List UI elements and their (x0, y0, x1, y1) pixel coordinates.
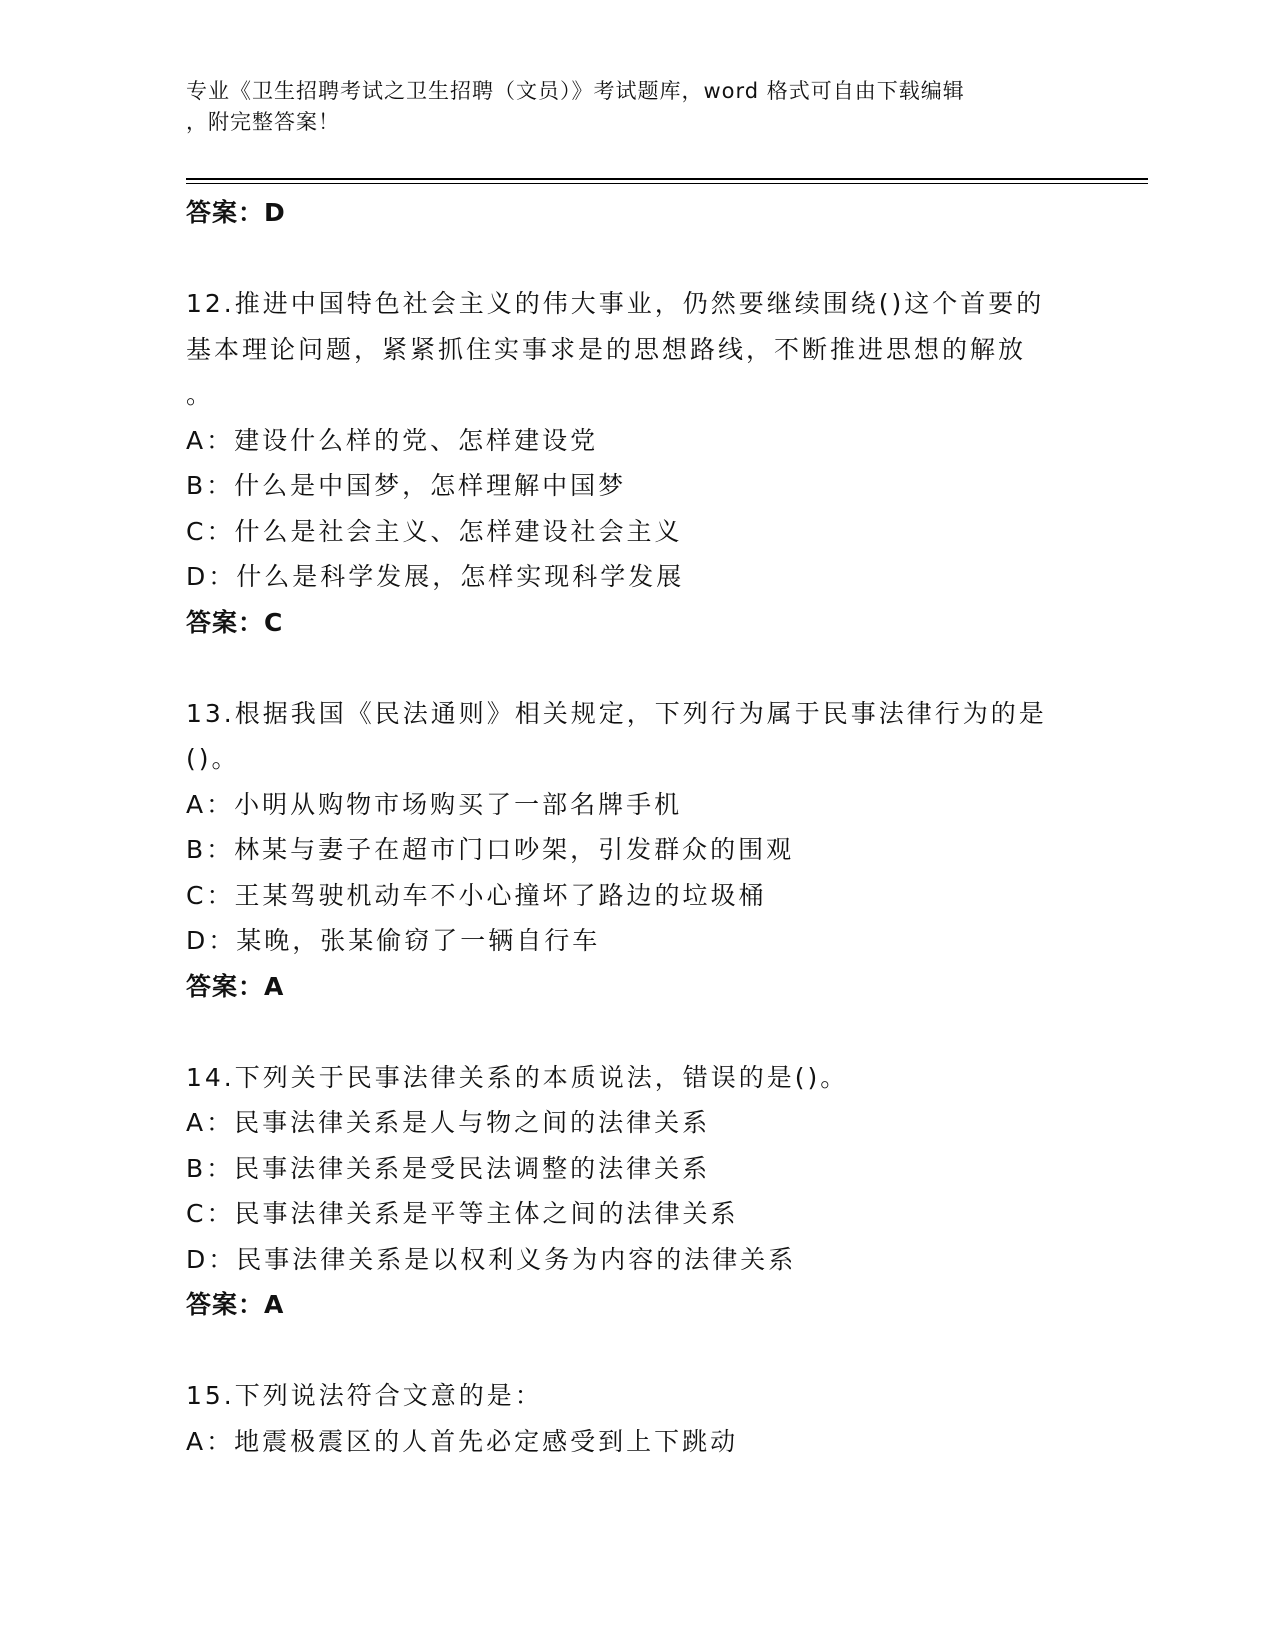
question-stem-line: 。 (186, 380, 215, 409)
question-14 (186, 1055, 1086, 1328)
question-stem-line: ()。 (186, 744, 240, 773)
answer-label: 答案：D (186, 198, 286, 227)
question-13 (186, 691, 1086, 1010)
answer-label: 答案：C (186, 607, 284, 637)
option-d: D：什么是科学发展，怎样实现科学发展 (186, 562, 685, 591)
question-stem-line: 12.推进中国特色社会主义的伟大事业，仍然要继续围绕()这个首要的 (186, 289, 1045, 318)
option-c: C：什么是社会主义、怎样建设社会主义 (186, 516, 683, 546)
header-line-2: ，附完整答案！ (186, 110, 340, 134)
question-stem-line: 13.根据我国《民法通则》相关规定，下列行为属于民事法律行为的是 (186, 698, 1047, 728)
question-15 (186, 1373, 1086, 1464)
option-a: A：地震极震区的人首先必定感受到上下跳动 (186, 1426, 739, 1456)
question-list (186, 190, 1086, 1464)
option-c: C：王某驾驶机动车不小心撞坏了路边的垃圾桶 (186, 880, 767, 910)
option-b: B：民事法律关系是受民法调整的法律关系 (186, 1153, 711, 1183)
question-stem-line: 15.下列说法符合文意的是： (186, 1381, 543, 1410)
option-a: A：建设什么样的党、怎样建设党 (186, 425, 599, 455)
option-b: B：什么是中国梦，怎样理解中国梦 (186, 471, 627, 500)
header-line-1: 专业《卫生招聘考试之卫生招聘（文员）》考试题库，word 格式可自由下载编辑 (186, 79, 965, 103)
header-divider-thick (186, 178, 1148, 180)
answer-label: 答案：A (186, 971, 285, 1001)
question-stem-line: 14.下列关于民事法律关系的本质说法，错误的是()。 (186, 1062, 849, 1092)
option-c: C：民事法律关系是平等主体之间的法律关系 (186, 1199, 739, 1228)
option-b: B：林某与妻子在超市门口吵架，引发群众的围观 (186, 835, 795, 864)
option-d: D：民事法律关系是以权利义务为内容的法律关系 (186, 1244, 797, 1274)
option-a: A：民事法律关系是人与物之间的法律关系 (186, 1108, 711, 1137)
header-divider-thin (186, 183, 1148, 184)
option-a: A：小明从购物市场购买了一部名牌手机 (186, 789, 683, 819)
question-stem-line: 基本理论问题，紧紧抓住实事求是的思想路线，不断推进思想的解放 (186, 334, 1027, 364)
document-header (186, 76, 1066, 138)
option-d: D：某晚，张某偷窃了一辆自行车 (186, 926, 601, 955)
question-12 (186, 281, 1086, 645)
answer-label: 答案：A (186, 1290, 285, 1319)
